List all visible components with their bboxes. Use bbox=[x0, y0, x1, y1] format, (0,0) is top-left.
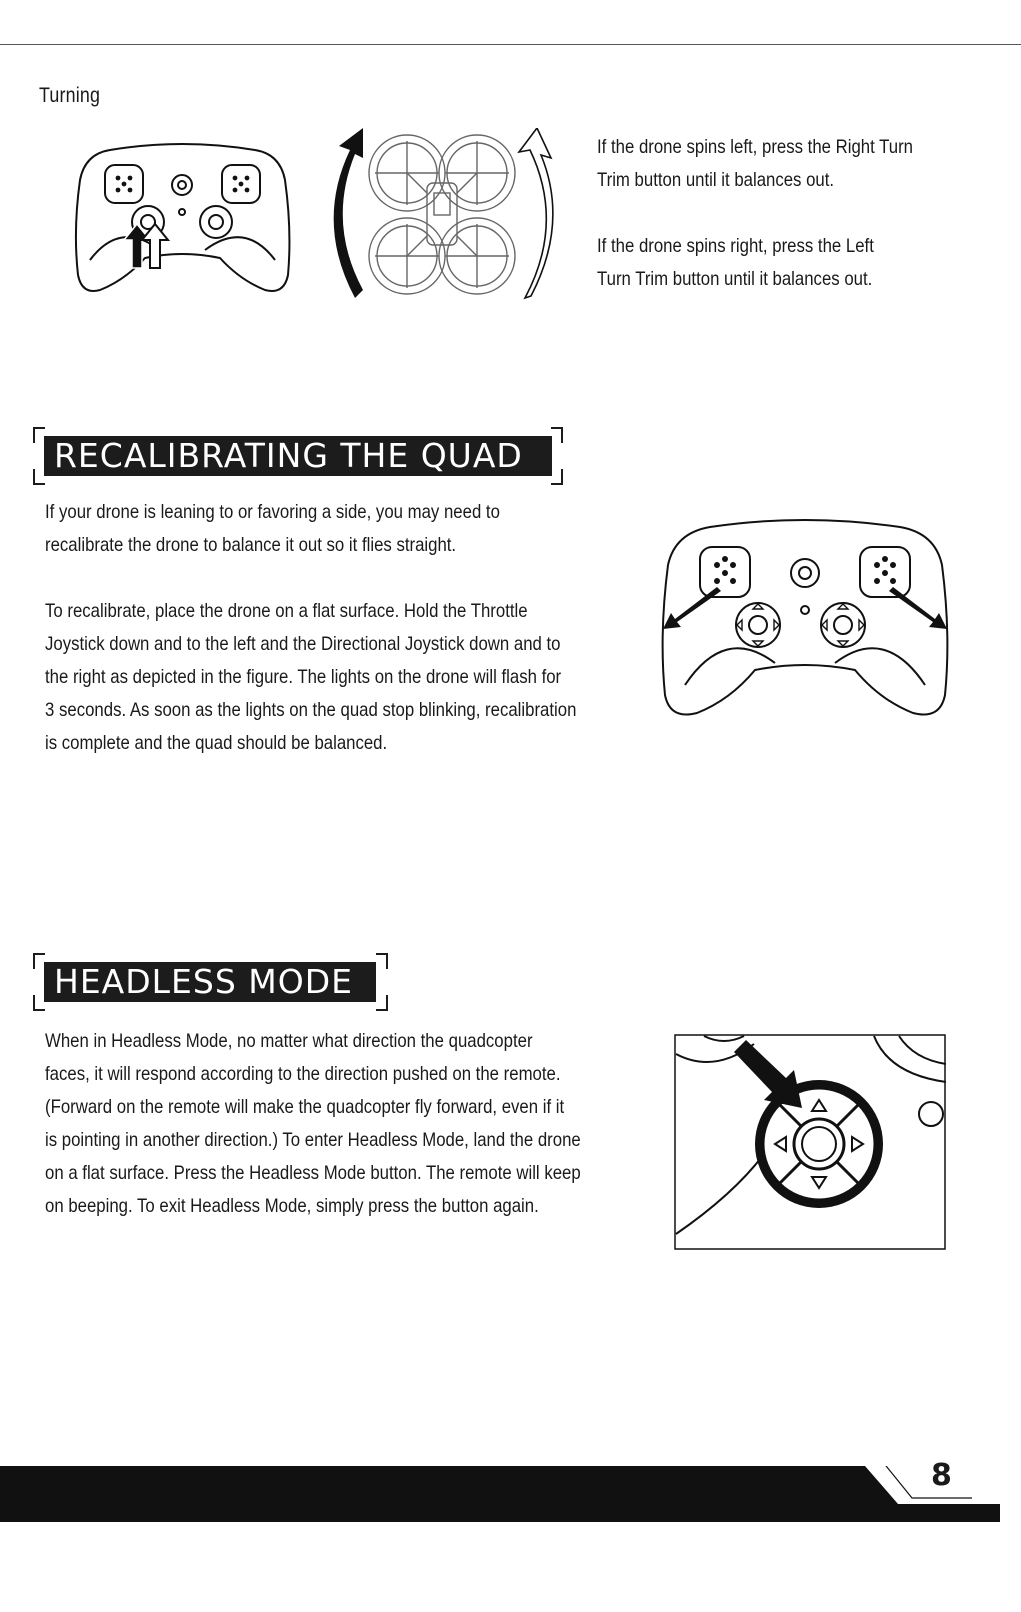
headless-line: (Forward on the remote will make the quadcopter fly forward, even if it bbox=[45, 1096, 565, 1118]
down-left-arrow-icon bbox=[663, 587, 721, 629]
recalibrating-line bbox=[45, 562, 576, 595]
headless-line: When in Headless Mode, no matter what direction the quadcopter bbox=[45, 1030, 533, 1052]
bracket-top-right bbox=[551, 427, 563, 443]
footer-bar bbox=[0, 1466, 1000, 1522]
turning-line: If the drone spins right, press the Left bbox=[597, 235, 874, 257]
controller-turn-trim-illustration bbox=[70, 140, 295, 300]
page-number: 8 bbox=[931, 1458, 952, 1493]
turning-line: If the drone spins left, press the Right Turn bbox=[597, 136, 914, 158]
top-rule bbox=[0, 44, 1021, 45]
recalibrating-text bbox=[45, 496, 576, 760]
headless-line: on beeping. To exit Headless Mode, simply press the button again. bbox=[45, 1195, 539, 1217]
drone-rotation-illustration bbox=[315, 128, 570, 308]
bracket-bottom-right bbox=[551, 469, 563, 485]
headless-line: on a flat surface. Press the Headless Mode button. The remote will keep bbox=[45, 1162, 581, 1184]
recalibrating-line: To recalibrate, place the drone on a flat surface. Hold the Throttle bbox=[45, 600, 528, 622]
recalibrating-line: recalibrate the drone to balance it out so it flies straight. bbox=[45, 534, 457, 556]
turning-text bbox=[597, 131, 913, 296]
turning-line: Trim button until it balances out. bbox=[597, 169, 835, 191]
rotate-right-arrow-icon bbox=[519, 128, 553, 298]
recalibrating-line: 3 seconds. As soon as the lights on the quad stop blinking, recalibration bbox=[45, 699, 577, 721]
recalibrating-line: Joystick down and to the left and the Directional Joystick down and to bbox=[45, 633, 561, 655]
headless-button-closeup-illustration bbox=[674, 1034, 946, 1250]
headless-banner bbox=[33, 953, 388, 1011]
recalibrating-line: the right as depicted in the figure. The lights on the drone will flash for bbox=[45, 666, 562, 688]
down-right-arrow-icon bbox=[889, 587, 947, 629]
turning-line bbox=[597, 197, 913, 230]
recalibrating-title: RECALIBRATING THE QUAD bbox=[44, 436, 552, 476]
controller-recalibrate-illustration bbox=[655, 515, 955, 725]
recalibrating-line: is complete and the quad should be balanced. bbox=[45, 732, 388, 754]
turning-line: Turn Trim button until it balances out. bbox=[597, 268, 873, 290]
rotate-left-arrow-icon bbox=[334, 128, 363, 298]
recalibrating-line: If your drone is leaning to or favoring a side, you may need to bbox=[45, 501, 500, 523]
turning-heading: Turning bbox=[39, 84, 101, 107]
bracket-top-right bbox=[376, 953, 388, 969]
headless-line: faces, it will respond according to the direction pushed on the remote. bbox=[45, 1063, 561, 1085]
recalibrating-banner bbox=[33, 427, 563, 485]
bracket-bottom-right bbox=[376, 995, 388, 1011]
headless-text bbox=[45, 1025, 581, 1223]
headless-line: is pointing in another direction.) To enter Headless Mode, land the drone bbox=[45, 1129, 581, 1151]
headless-title: HEADLESS MODE bbox=[44, 962, 376, 1002]
